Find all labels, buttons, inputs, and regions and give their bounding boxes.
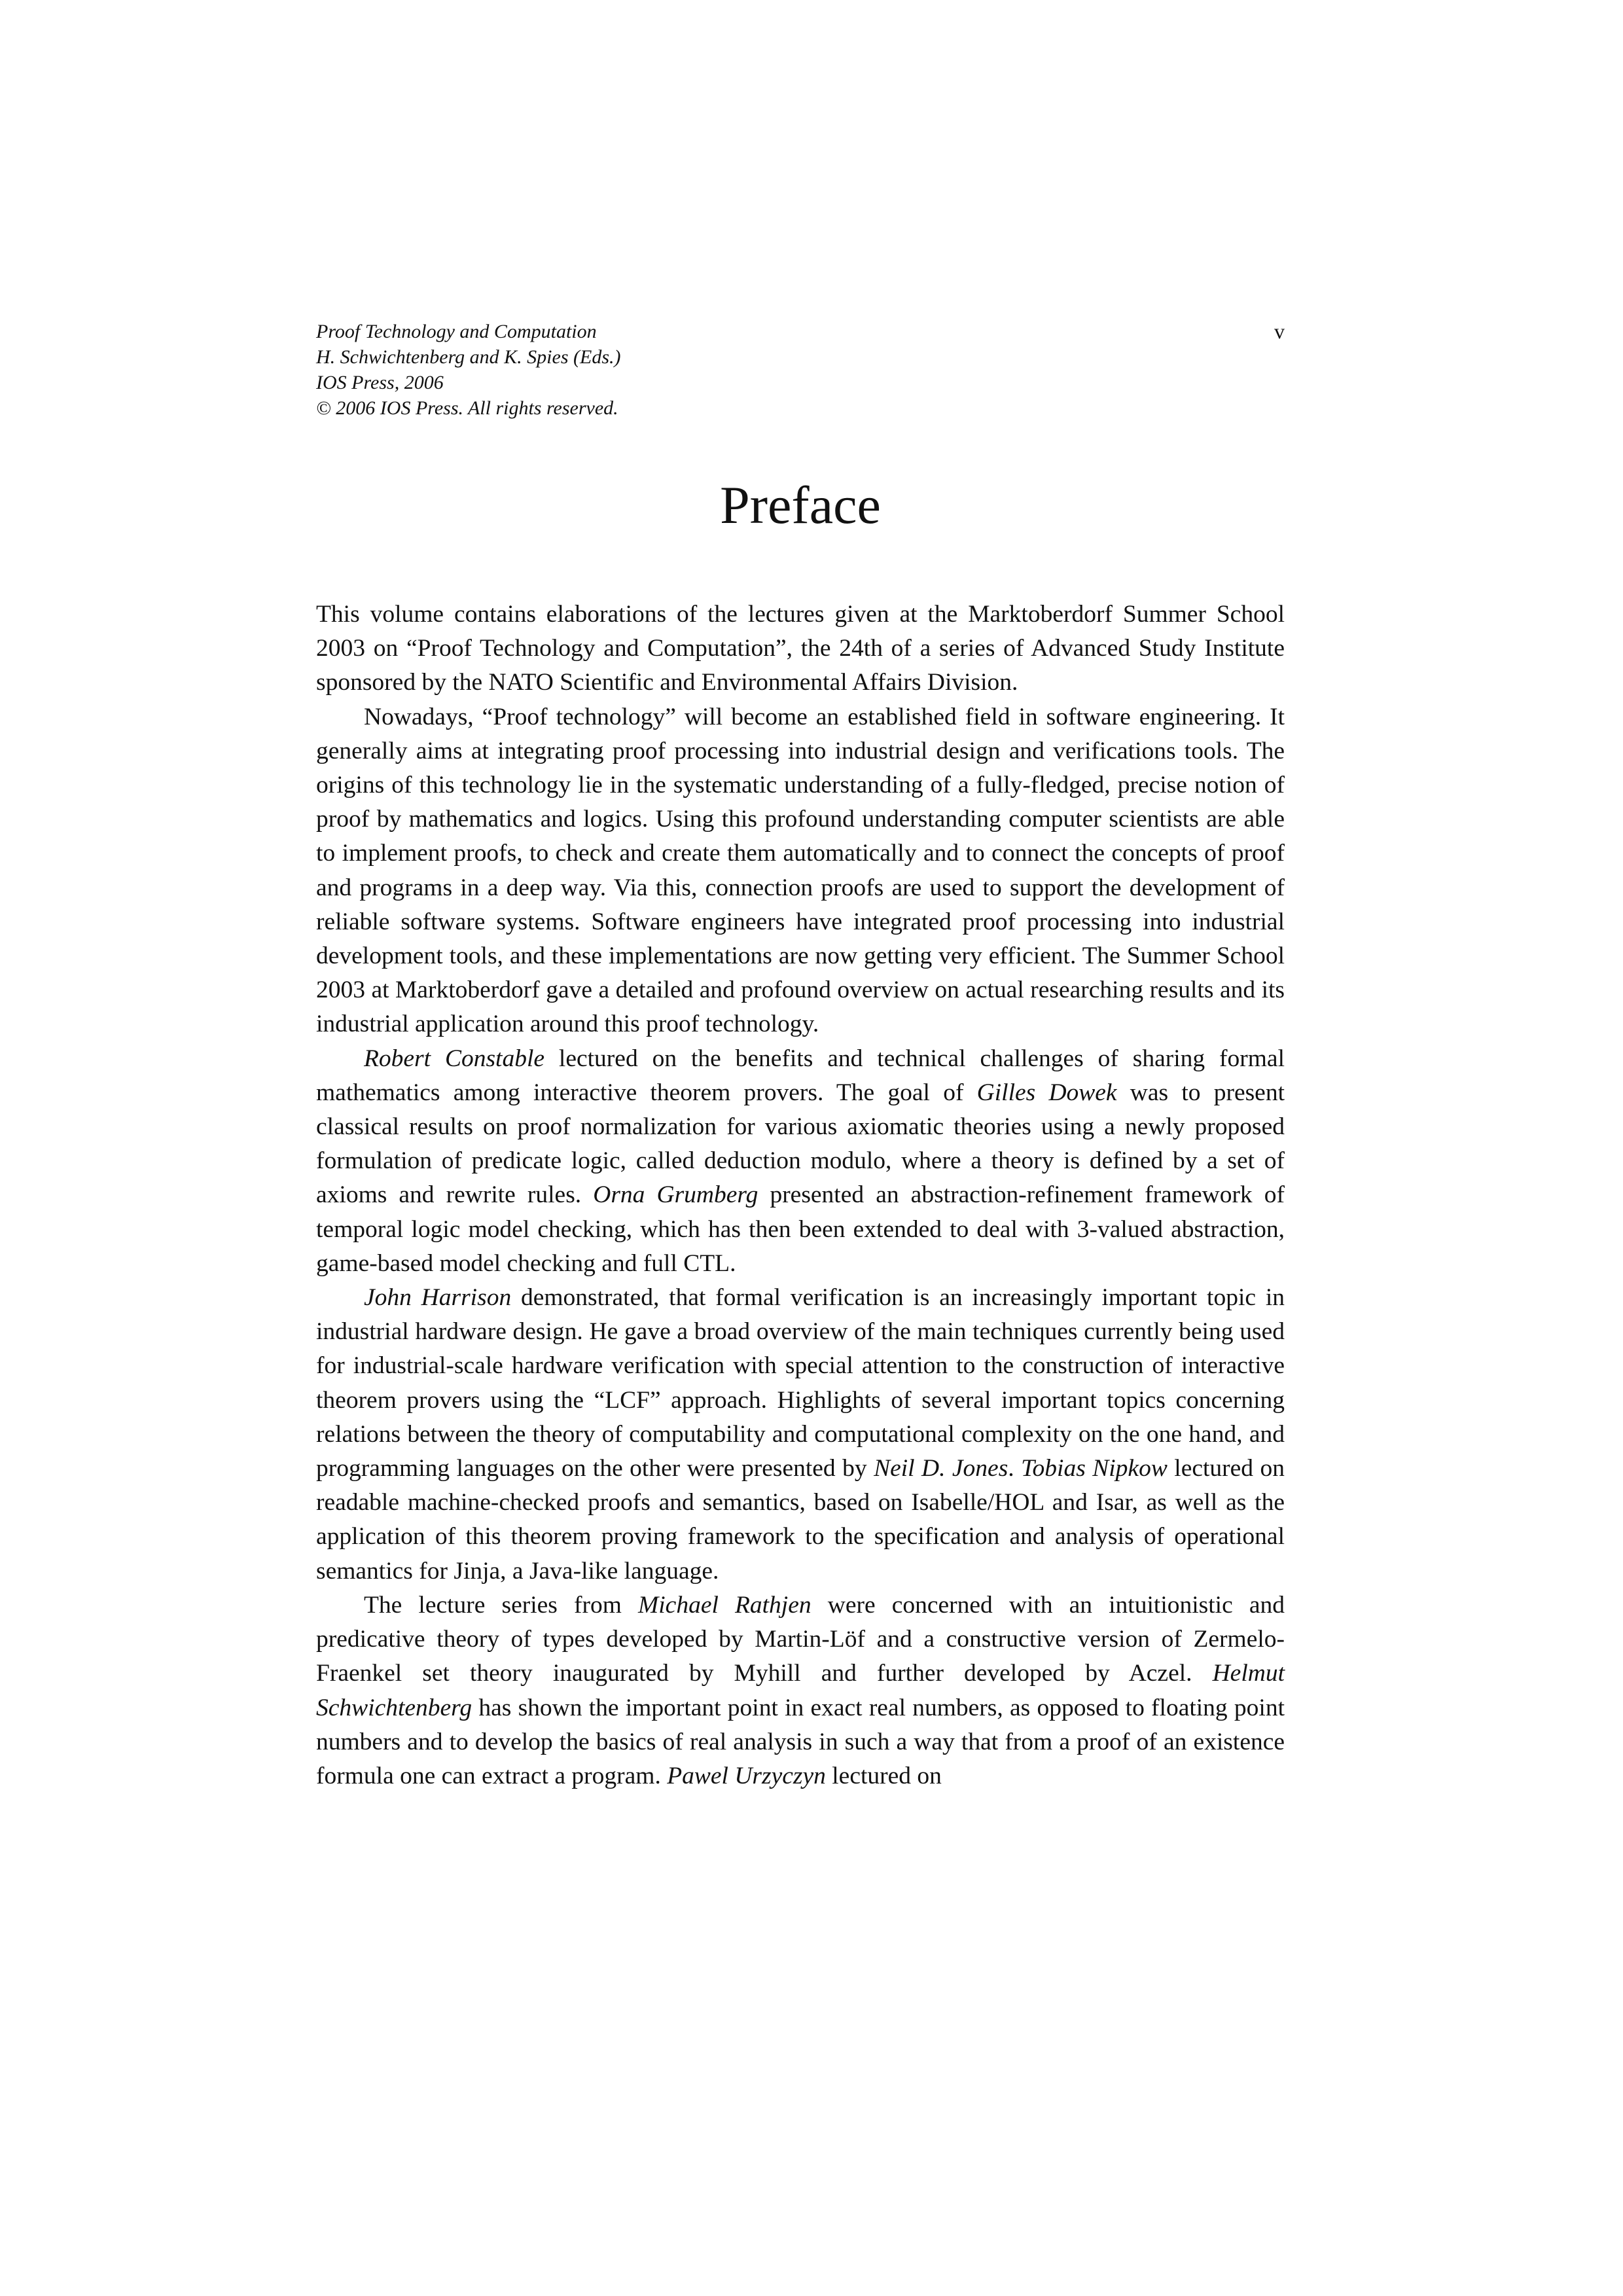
- copyright-notice: © 2006 IOS Press. All rights reserved.: [316, 397, 618, 419]
- text-run: Nowadays, “Proof technology” will become an established field in software engineering. It generally aims at integrating proof processing into industrial design and verifications tools. The origins of this technology lie in the systematic understanding of a fully-fledged, precise notion of proof by mathematics and logics. Using this profound understanding computer scientists are able to implement proofs, to check and create them automatically and to connect the concepts of proof and programs in a deep way. Via this, connection proofs are used to support the development of reliable software systems. Software engineers have integrated proof processing into industrial development tools, and these implementations are now getting very efficient. The Summer School 2003 at Marktoberdorf gave a detailed and profound overview on actual researching results and its industrial application around this proof technology.: [316, 703, 1285, 1038]
- lecturer-name: Tobias Nipkow: [1021, 1455, 1168, 1482]
- lecturer-name: Gilles Dowek: [976, 1079, 1117, 1106]
- lecturer-name: Pawel Urzyczyn: [667, 1762, 826, 1789]
- paragraph: [316, 700, 1285, 1042]
- text-run: presented an abstraction-refinement framework of temporal logic model checking, which has then been extended to deal with 3-valued abstraction, game-based model checking and full CTL.: [316, 1181, 1285, 1277]
- lecturer-name: Robert Constable: [364, 1045, 545, 1072]
- paragraph: [316, 598, 1285, 700]
- lecturer-name: John Harrison: [364, 1284, 512, 1312]
- lecturer-name: Neil D. Jones: [874, 1455, 1008, 1482]
- text-run: was to present classical results on proof normalization for various axiomatic theories using a newly proposed formulation of predicate logic, called deduction modulo, where a theory is defined by a set of axioms and rewrite rules.: [316, 1079, 1285, 1209]
- preface-body: [316, 598, 1285, 1793]
- lecturer-name: Orna Grumberg: [593, 1181, 758, 1209]
- text-run: lectured on readable machine-checked proofs and semantics, based on Isabelle/HOL and Isar, as well as the application of this theorem proving framework to the specification and analysis of operational semantics for Jinja, a Java-like language.: [316, 1455, 1285, 1585]
- page-title: Preface: [720, 475, 881, 535]
- book-publisher: IOS Press, 2006: [316, 372, 444, 393]
- text-run: demonstrated, that formal verification is an increasingly important topic in industrial hardware design. He gave a broad overview of the main techniques currently being used for industrial-scale hardware verification with special attention to the construction of interactive theorem provers using the “LCF” approach. Highlights of several important topics concerning relations between the theory of computability and computational complexity on the one hand, and programming languages on the other were presented by: [316, 1284, 1285, 1482]
- lecturer-name: Michael Rathjen: [638, 1591, 812, 1619]
- text-run: The lecture series from: [364, 1591, 639, 1619]
- text-run: This volume contains elaborations of the lectures given at the Marktoberdorf Summer School 2003 on “Proof Technology and Computation”, the 24th of a series of Advanced Study Institute sponsored by the NATO Scientific and Environmental Affairs Division.: [316, 601, 1285, 696]
- book-title: Proof Technology and Computation: [316, 321, 597, 342]
- text-run: were concerned with an intuitionistic and predicative theory of types developed by Martin-Löf and a constructive version of Zermelo-Fraenkel set theory inaugurated by Myhill and further developed by Aczel.: [316, 1591, 1285, 1687]
- page-number: v: [1274, 319, 1285, 343]
- lecturer-name: Helmut Schwichtenberg: [316, 1660, 1285, 1721]
- text-run: .: [1008, 1455, 1022, 1482]
- running-header: [316, 319, 1285, 421]
- paragraph: [316, 1281, 1285, 1588]
- book-editors: H. Schwichtenberg and K. Spies (Eds.): [316, 346, 621, 368]
- text-run: has shown the important point in exact real numbers, as opposed to floating point numbers and to develop the basics of real analysis in such a way that from a proof of an existence formula one can extract a program.: [316, 1694, 1285, 1789]
- text-run: lectured on the benefits and technical challenges of sharing formal mathematics among interactive theorem provers. The goal of: [316, 1045, 1285, 1106]
- paragraph: [316, 1588, 1285, 1793]
- text-run: lectured on: [825, 1762, 942, 1789]
- paragraph: [316, 1042, 1285, 1281]
